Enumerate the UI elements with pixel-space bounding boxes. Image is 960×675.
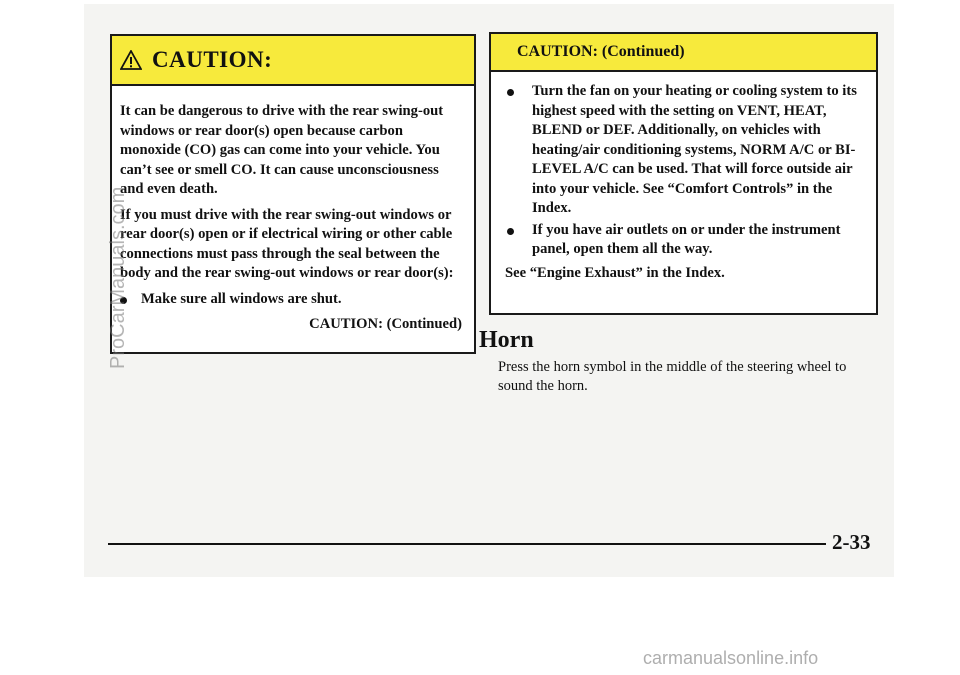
see-also-text: See “Engine Exhaust” in the Index. bbox=[505, 264, 725, 281]
caution-header bbox=[112, 36, 474, 86]
side-watermark: ProCarManuals.com bbox=[107, 186, 129, 369]
caution-bullet bbox=[120, 290, 464, 310]
caution-body bbox=[112, 86, 474, 335]
caution-paragraph: If you must drive with the rear swing-out windows or rear door(s) open or if electrical wiring or other cable connections must pass through the seal between the body and the rear swing-out windows or rear door(s): bbox=[120, 206, 454, 281]
caution-continued-header: CAUTION: (Continued) bbox=[491, 34, 876, 72]
bullet-text: Make sure all windows are shut. bbox=[141, 290, 342, 307]
bullet-dot-icon bbox=[507, 89, 514, 96]
warning-triangle-icon bbox=[120, 50, 142, 70]
bottom-watermark: carmanualsonline.info bbox=[643, 648, 819, 668]
caution-box-right bbox=[489, 32, 878, 315]
footer-rule bbox=[108, 543, 826, 545]
bullet-dot-icon bbox=[507, 228, 514, 235]
caution-bullet bbox=[505, 221, 862, 260]
caution-bullet bbox=[505, 82, 862, 219]
horn-description: Press the horn symbol in the middle of the steering wheel to sound the horn. bbox=[498, 359, 847, 394]
caution-box-left bbox=[110, 34, 476, 354]
caution-title: CAUTION: bbox=[152, 47, 273, 72]
bullet-text: Turn the fan on your heating or cooling system to its highest speed with the setting on VENT, HEAT, BLEND or DEF. Additionally, on vehicles with heating/air conditioning systems, NORM A/C or BI-LEVEL A/C can be used. That will force outside air into your vehicle. See “Comfort Controls” in the Index. bbox=[532, 83, 857, 216]
caution-body bbox=[491, 72, 876, 283]
bullet-text: If you have air outlets on or under the instrument panel, open them all the way. bbox=[532, 221, 841, 257]
section-heading-horn: Horn bbox=[479, 327, 534, 353]
caution-paragraph: It can be dangerous to drive with the rear swing-out windows or rear door(s) open because carbon monoxide (CO) gas can come into your vehicle. You can’t see or smell CO. It can cause unconsciousness and even death. bbox=[120, 103, 444, 197]
caution-continued: CAUTION: (Continued) bbox=[309, 316, 462, 332]
page-number: 2-33 bbox=[832, 530, 871, 554]
